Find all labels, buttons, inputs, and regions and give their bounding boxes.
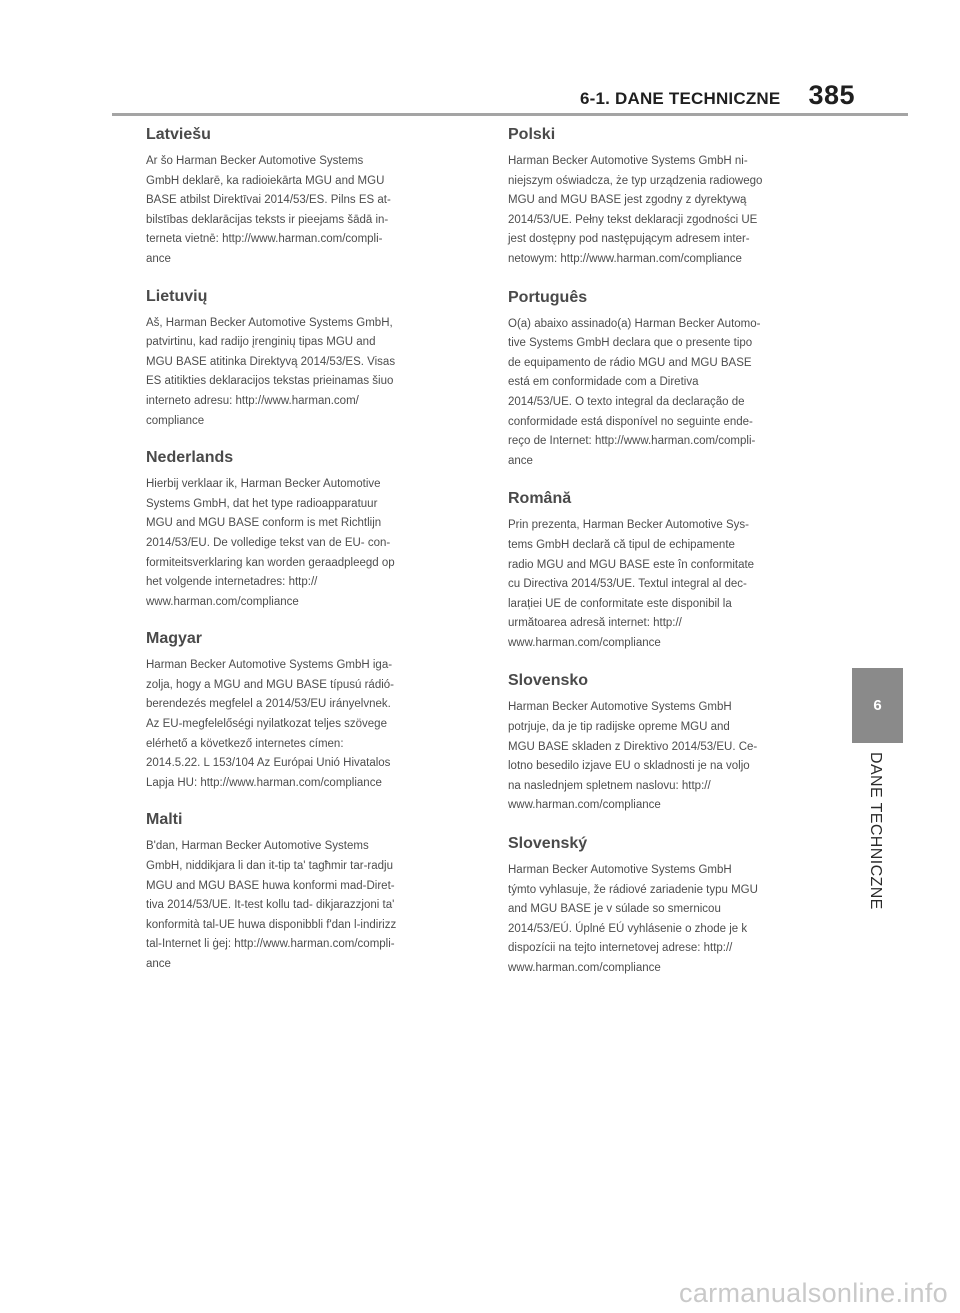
- section-body: Ar šo Harman Becker Automotive Systems GmbH deklarē, ka radioiekārta MGU and MGU BASE atbilst Direktīvai 2014/53/ES. Pilns ES at- bilstības deklarācijas teksts ir pieejams šādā in- terneta vietnē: http://www.harman.com/compli- ance: [146, 155, 391, 265]
- section-latviesu: [146, 124, 468, 270]
- section-title: Polski: [508, 126, 556, 143]
- section-body: Harman Becker Automotive Systems GmbH ni- niejszym oświadcza, że typ urządzenia radiowego MGU and MGU BASE jest zgodny z dyrektywą 2014/53/UE. Pełny tekst deklaracji zgodności UE jest dostępny pod następującym adresem inter- netowym: http://www.harman.com/compliance: [508, 155, 763, 265]
- section-malti: [146, 809, 468, 974]
- section-title: Slovensko: [508, 672, 589, 690]
- section-title: Português: [508, 288, 588, 306]
- section-romana: [508, 488, 830, 653]
- chapter-tab: [852, 668, 903, 743]
- section-body: O(a) abaixo assinado(a) Harman Becker Automo- tive Systems GmbH declara que o presente tipo de equipamento de rádio MGU and MGU BASE está em conformidade com a Diretiva 2014/53/UE. O texto integral da declaração de conformidade está disponível no seguinte ende- reço de Internet: http://www.harman.com/compli- ance: [508, 317, 761, 467]
- section-title: Magyar: [146, 630, 203, 648]
- section-lietuviu: [146, 286, 468, 432]
- section-slovensko: [508, 670, 830, 816]
- section-nederlands: [146, 447, 468, 612]
- section-title: Malti: [146, 811, 183, 829]
- section-title: Română: [508, 490, 572, 508]
- left-column: [146, 124, 468, 975]
- section-body: Harman Becker Automotive Systems GmbH týmto vyhlasuje, že rádiové zariadenie typu MGU and MGU BASE je v súlade so smernicou 2014/53/EÚ. Úplné EÚ vyhlásenie o zhode je k dispozícii na tejto internetovej adrese: http:// www.harman.com/compliance: [508, 864, 758, 974]
- section-title: Latviešu: [146, 126, 211, 143]
- right-column: [508, 124, 830, 979]
- chapter-side-label: DANE TECHNICZNE: [867, 752, 884, 910]
- section-body: Harman Becker Automotive Systems GmbH potrjuje, da je tip radijske opreme MGU and MGU BASE skladen z Direktivo 2014/53/EU. Ce- lotno besedilo izjave EU o skladnosti je na voljo na naslednjem spletnem naslovu: http:// www.harman.com/compliance: [508, 701, 758, 812]
- section-body: B'dan, Harman Becker Automotive Systems GmbH, niddikjara li dan it-tip ta' tagħmir tar-radju MGU and MGU BASE huwa konformi mad-Diret- tiva 2014/53/UE. It-test kollu tad- dikjarazzjoni ta' konformità tal-UE huwa disponibbli f'dan l-indirizz tal-Internet li ġej: http://www.harman.com/compli- ance: [146, 840, 397, 970]
- section-portugues: [508, 287, 830, 472]
- watermark: carmanualsonline.info: [679, 1278, 948, 1308]
- section-slovensky: [508, 833, 830, 979]
- chapter-title: 6-1. DANE TECHNICZNE: [579, 89, 781, 108]
- page-number: 385: [808, 80, 855, 110]
- chapter-tab-number: 6: [873, 697, 882, 714]
- section-title: Slovenský: [508, 835, 588, 853]
- section-title: Nederlands: [146, 449, 234, 467]
- section-body: Hierbij verklaar ik, Harman Becker Automotive Systems GmbH, dat het type radioapparatuur MGU and MGU BASE conform is met Richtlijn 2014/53/EU. De volledige tekst van de EU- con- formiteitsverklaring kan worden geraadpleegd op het volgende internetadres: http:// www.harman.com/compliance: [146, 478, 395, 608]
- section-magyar: [146, 628, 468, 793]
- section-body: Aš, Harman Becker Automotive Systems GmbH, patvirtinu, kad radijo įrenginių tipas MGU and MGU BASE atitinka Direktyvą 2014/53/ES. Visas ES atitikties deklaracijos tekstas prieinamas šiuo interneto adresu: http://www.harman.com/ compliance: [146, 316, 396, 427]
- section-body: Harman Becker Automotive Systems GmbH iga- zolja, hogy a MGU and MGU BASE típusú rádió- berendezés megfelel a 2014/53/EU irányelvnek. Az EU-megfelelőségi nyilatkozat teljes szövege elérhető a következő internetes címen: 2014.5.22. L 153/104 Az Európai Unió Hivatalos Lapja HU: http://www.harman.com/compliance: [146, 659, 394, 789]
- header-divider: [112, 113, 908, 116]
- page-header: [545, 80, 855, 110]
- section-title: Lietuvių: [146, 287, 208, 305]
- section-polski: [508, 124, 830, 270]
- section-body: Prin prezenta, Harman Becker Automotive Sys- tems GmbH declară că tipul de echipamente radio MGU and MGU BASE este în conformitate cu Directiva 2014/53/UE. Textul integral al dec- larației UE de conformitate este disponibil la următoarea adresă internet: http:// www.harman.com/compliance: [508, 519, 755, 649]
